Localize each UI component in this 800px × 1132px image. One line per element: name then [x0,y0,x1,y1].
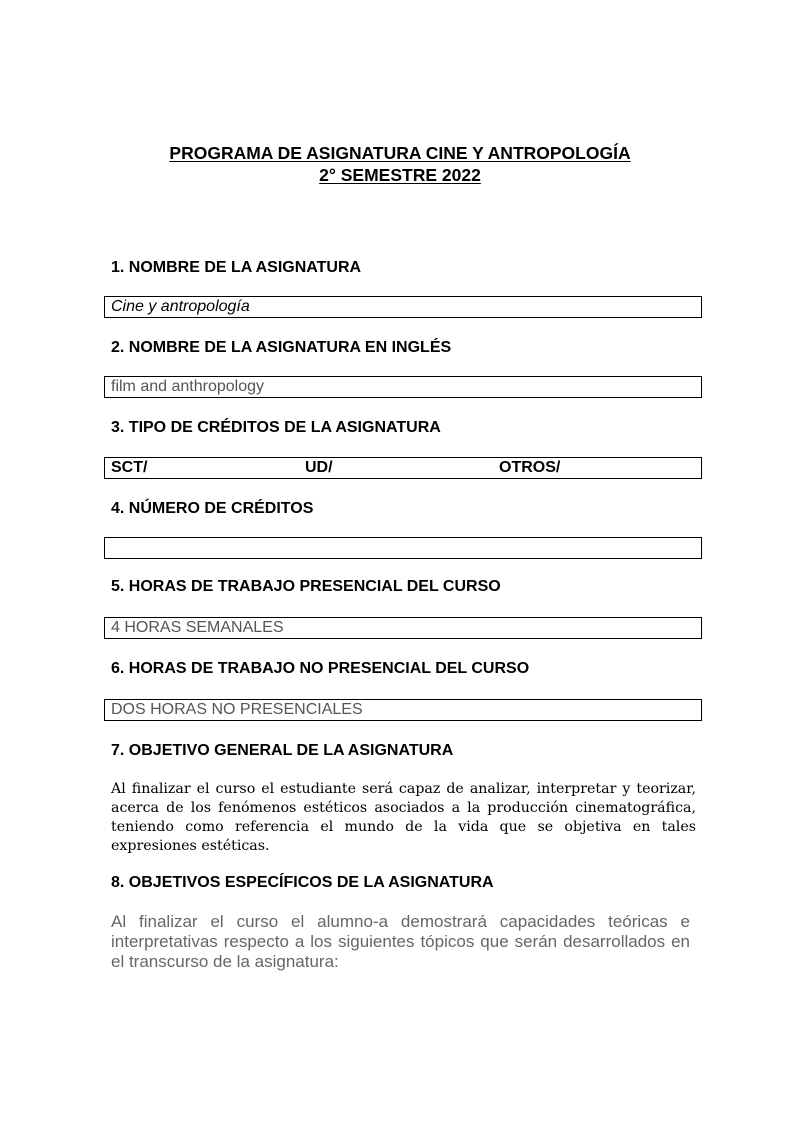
section-2-heading: 2. NOMBRE DE LA ASIGNATURA EN INGLÉS [111,339,452,356]
credit-type-field [104,457,702,479]
section-1-heading: 1. NOMBRE DE LA ASIGNATURA [111,259,362,276]
section-4-heading: 4. NÚMERO DE CRÉDITOS [111,500,314,517]
course-name-field: Cine y antropología [104,296,702,318]
section-3-heading: 3. TIPO DE CRÉDITOS DE LA ASIGNATURA [111,419,441,436]
course-name-english-field: film and anthropology [104,376,702,398]
contact-hours-field: 4 HORAS SEMANALES [104,617,702,639]
credit-number-field [104,537,702,559]
section-6-heading: 6. HORAS DE TRABAJO NO PRESENCIAL DEL CURSO [111,660,530,677]
credit-type-ud: UD/ [305,459,333,476]
section-7-heading: 7. OBJETIVO GENERAL DE LA ASIGNATURA [111,742,454,759]
section-8-heading: 8. OBJETIVOS ESPECÍFICOS DE LA ASIGNATURA [111,874,494,891]
credit-type-otros: OTROS/ [499,459,561,476]
document-subtitle: 2° SEMESTRE 2022 [319,165,481,185]
document-title: PROGRAMA DE ASIGNATURA CINE Y ANTROPOLOGÍA [169,143,631,163]
section-5-heading: 5. HORAS DE TRABAJO PRESENCIAL DEL CURSO [111,578,501,595]
credit-type-sct: SCT/ [111,459,148,476]
non-contact-hours-field: DOS HORAS NO PRESENCIALES [104,699,702,721]
general-objective-text: Al finalizar el curso el estudiante será capaz de analizar, interpretar y teorizar, acerca de los fenómenos estéticos asociados a la producción cinematográfica, teniendo como referencia el mundo de la vida que se objetiva en tales expresiones estéticas. [111,781,696,854]
specific-objectives-text: Al finalizar el curso el alumno-a demostrará capacidades teóricas e interpretativas respecto a los siguientes tópicos que serán desarrollados en el transcurso de la asignatura: [111,912,690,971]
